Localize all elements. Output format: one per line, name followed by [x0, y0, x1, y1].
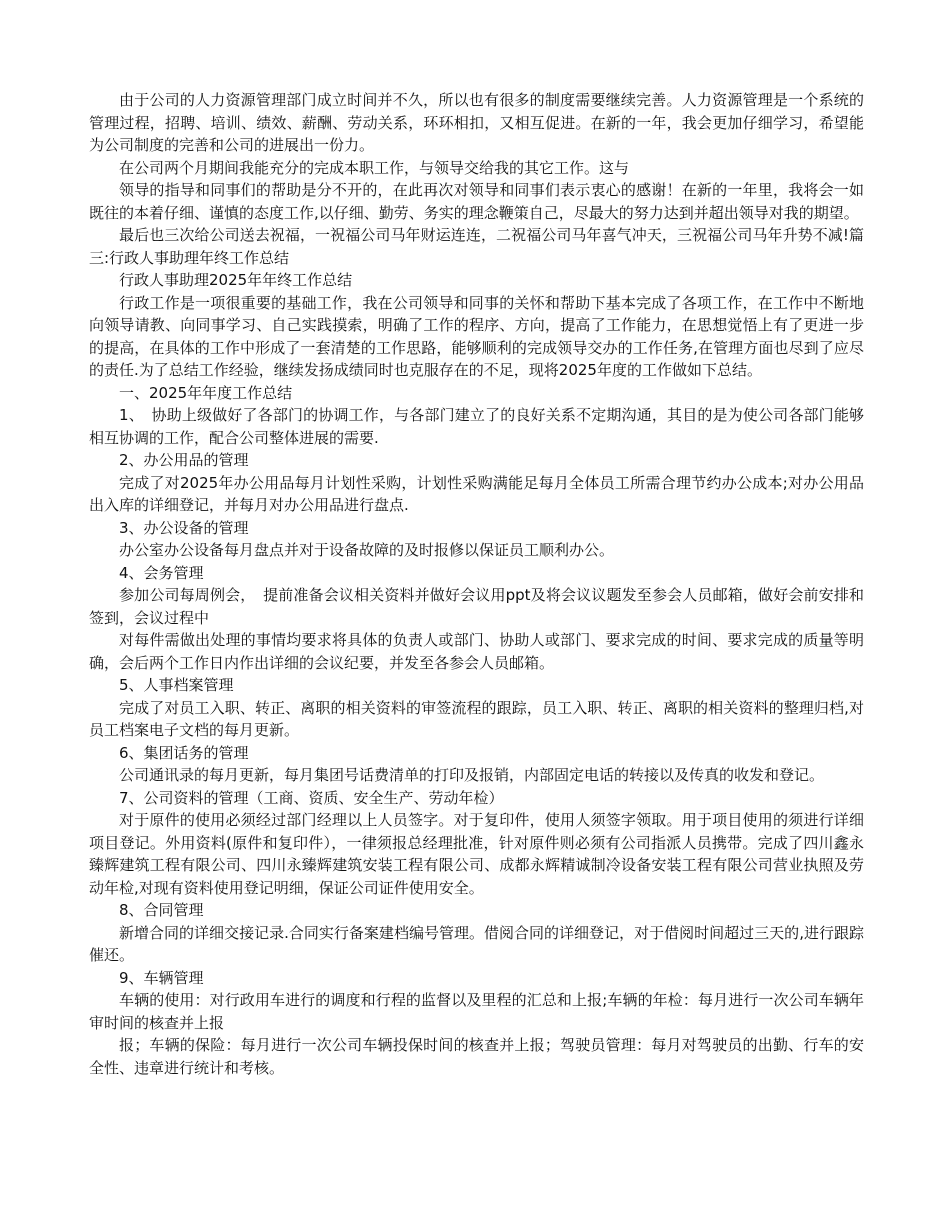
- paragraph: 领导的指导和同事们的帮助是分不开的，在此再次对领导和同事们表示衷心的感谢！在新的一年里，我将会一如既往的本着仔细、谨慎的态度工作,以仔细、勤劳、务实的理念鞭策自己，尽最大的努力达到并超出领导对我的期望。: [89, 181, 864, 222]
- paragraph: 公司通讯录的每月更新，每月集团号话费清单的打印及报销，内部固定电话的转接以及传真的收发和登记。: [119, 766, 825, 784]
- paragraph: 1、 协助上级做好了各部门的协调工作，与各部门建立了的良好关系不定期沟通，其目的是为使公司各部门能够相互协调的工作，配合公司整体进展的需要.: [89, 406, 864, 447]
- section-heading: 6、集团话务的管理: [119, 743, 249, 762]
- paragraph: 最后也三次给公司送去祝福，一祝福公司马年财运连连，二祝福公司马年喜气冲天，三祝福公司马年升势不减!篇三:行政人事助理年终工作总结: [89, 226, 864, 267]
- paragraph: 报；车辆的保险：每月进行一次公司车辆投保时间的核查并上报；驾驶员管理：每月对驾驶员的出勤、行车的安全性、违章进行统计和考核。: [89, 1036, 864, 1077]
- section-heading: 2、办公用品的管理: [119, 451, 249, 469]
- section-heading: 4、会务管理: [119, 563, 204, 582]
- paragraph: 办公室办公设备每月盘点并对于设备故障的及时报修以保证员工顺利办公。: [119, 541, 615, 559]
- section-heading: 8、合同管理: [119, 901, 204, 919]
- document-title: 行政人事助理2025年年终工作总结: [119, 271, 353, 289]
- section-heading: 5、人事档案管理: [119, 676, 234, 694]
- paragraph: 在公司两个月期间我能充分的完成本职工作，与领导交给我的其它工作。这与: [119, 158, 630, 177]
- document-body: [89, 89, 864, 1079]
- paragraph: 新增合同的详细交接记录.合同实行备案建档编号管理。借阅合同的详细登记，对于借阅时间超过三天的,进行跟踪催还。: [89, 923, 864, 964]
- paragraph: 参加公司每周例会， 提前准备会议相关资料并做好会议用ppt及将会议议题发至参会人员邮箱，做好会前安排和签到，会议过程中: [89, 586, 864, 627]
- section-heading: 7、公司资料的管理（工商、资质、安全生产、劳动年检）: [119, 788, 504, 807]
- paragraph: 行政工作是一项很重要的基础工作，我在公司领导和同事的关怀和帮助下基本完成了各项工作，在工作中不断地向领导请教、向同事学习、自己实践摸索，明确了工作的程序、方向，提高了工作能力，在思想觉悟上有了更进一步的提高，在具体的工作中形成了一套清楚的工作思路，能够顺利的完成领导交办的工作任务,在管理方面也尽到了应尽的责任.为了总结工作经验，继续发扬成绩同时也克服存在的不足，现将2025年度的工作做如下总结。: [89, 293, 864, 379]
- paragraph: 由于公司的人力资源管理部门成立时间并不久，所以也有很多的制度需要继续完善。人力资源管理是一个系统的管理过程，招聘、培训、绩效、薪酬、劳动关系，环环相扣，又相互促进。在新的一年，我会更加仔细学习，希望能为公司制度的完善和公司的进展出一份力。: [89, 91, 864, 154]
- section-heading: 一、2025年年度工作总结: [119, 383, 293, 402]
- paragraph: 车辆的使用：对行政用车进行的调度和行程的监督以及里程的汇总和上报;车辆的年检：每月进行一次公司车辆年审时间的核查并上报: [89, 991, 864, 1032]
- paragraph: 对每件需做出处理的事情均要求将具体的负责人或部门、协助人或部门、要求完成的时间、要求完成的质量等明确，会后两个工作日内作出详细的会议纪要，并发至各参会人员邮箱。: [89, 631, 864, 672]
- paragraph: 完成了对员工入职、转正、离职的相关资料的审签流程的跟踪，员工入职、转正、离职的相关资料的整理归档,对员工档案电子文档的每月更新。: [89, 698, 864, 739]
- section-heading: 3、办公设备的管理: [119, 518, 249, 537]
- section-heading: 9、车辆管理: [119, 968, 204, 987]
- paragraph: 对于原件的使用必须经过部门经理以上人员签字。对于复印件，使用人须签字领取。用于项目使用的须进行详细项目登记。外用资料(原件和复印件），一律须报总经理批准，针对原件则必须有公司指派人员携带。完成了四川鑫永臻辉建筑工程有限公司、四川永臻辉建筑安装工程有限公司、成都永辉精诚制冷设备安装工程有限公司营业执照及劳动年检,对现有资料使用登记明细，保证公司证件使用安全。: [89, 811, 864, 897]
- paragraph: 完成了对2025年办公用品每月计划性采购，计划性采购满能足每月全体员工所需合理节约办公成本;对办公用品出入库的详细登记，并每月对办公用品进行盘点.: [89, 473, 864, 514]
